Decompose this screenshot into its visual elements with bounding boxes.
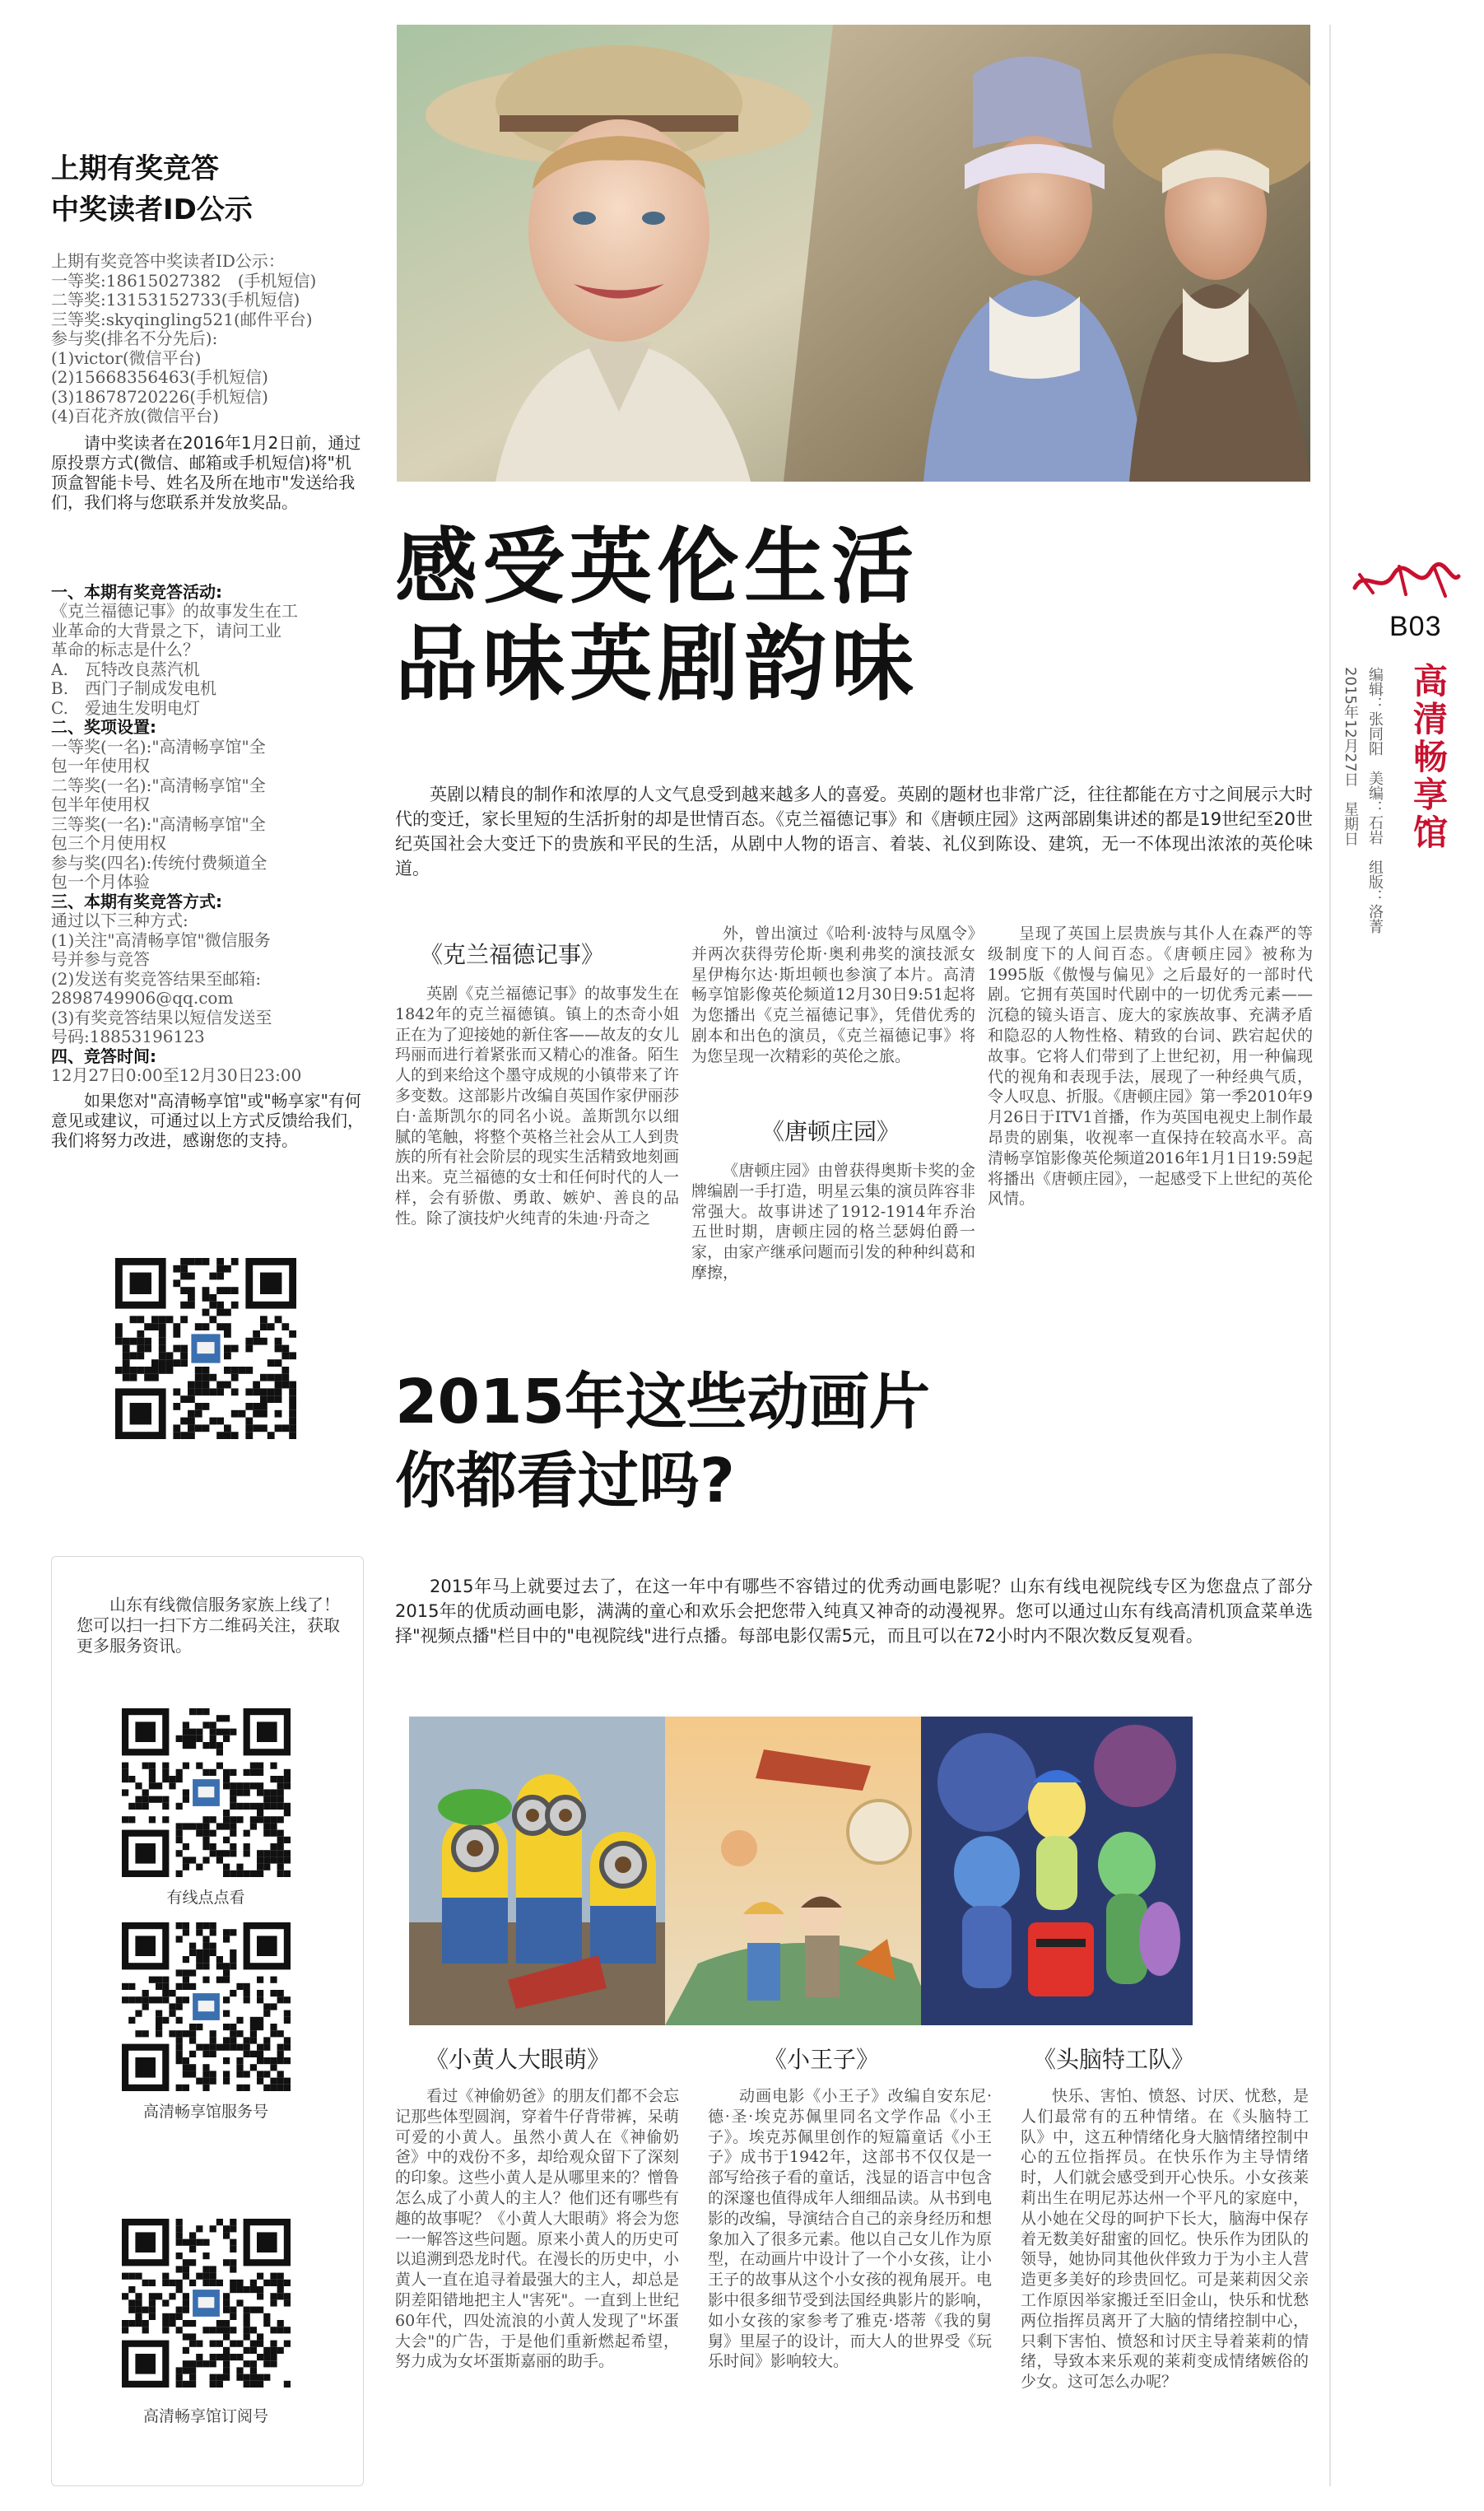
page-number: B03 xyxy=(1389,611,1442,642)
film-title-little-prince: 《小王子》 xyxy=(764,2046,880,2073)
winners-line: 三等奖:skyqingling521(邮件平台) xyxy=(51,310,313,329)
method-line: 号并参与竞答 xyxy=(51,950,150,969)
film-title-minions: 《小黄人大眼萌》 xyxy=(426,2046,611,2073)
winners-list xyxy=(51,252,364,426)
article1-col2b: 《唐顿庄园》由曾获得奥斯卡奖的金牌编剧一手打造，明星云集的演员阵容非常强大。故事讲述了1912-1914年乔治五世时期，唐顿庄园的格兰瑟姆伯爵一家，由家产继承问题而引发的种种纠葛和摩擦， xyxy=(691,1162,975,1282)
qr-caption: 高清畅享馆订阅号 xyxy=(142,2407,268,2425)
subheading-cranford: 《克兰福德记事》 xyxy=(420,941,605,968)
headline-line: 你都看过吗? xyxy=(395,1446,735,1516)
prize-heading: 二、奖项设置: xyxy=(51,717,156,737)
contest-option: C. 爱迪生发明电灯 xyxy=(51,698,200,718)
strip-divider xyxy=(1329,25,1331,2486)
qr-code-icon xyxy=(122,1708,291,1877)
contest-option: A. 瓦特改良蒸汽机 xyxy=(51,659,200,679)
method-phone: 号码:18853196123 xyxy=(51,1027,205,1046)
contest-rules xyxy=(51,583,364,1086)
qr-caption: 高清畅享馆服务号 xyxy=(142,2103,268,2121)
winners-line: (2)15668356463(手机短信) xyxy=(51,368,268,387)
section-title: 高清畅享馆 xyxy=(1408,663,1449,852)
winners-title-line1: 上期有奖竞答 xyxy=(51,152,219,185)
method-line: (2)发送有奖竞答结果至邮箱: xyxy=(51,969,262,989)
headline-line: 2015年这些动画片 xyxy=(395,1367,930,1437)
prize-line: 一等奖(一名):"高清畅享馆"全 xyxy=(51,737,266,757)
qr-code-contest[interactable] xyxy=(115,1258,296,1439)
winners-title-line2: 中奖读者ID公示 xyxy=(51,193,253,226)
film-title-inside-out: 《头脑特工队》 xyxy=(1033,2046,1195,2073)
method-line: (1)关注"高清畅享馆"微信服务 xyxy=(51,930,271,950)
issue-date: 2015年12月27日 星期日 xyxy=(1342,667,1359,846)
article1-lead: 英剧以精良的制作和浓厚的人文气息受到越来越多人的喜爱。英剧的题材也非常广泛，往往都能在方寸之间展示大时代的变迁，家长里短的生活折射的却是世情百态。《克兰福德记事》和《唐顿庄园》这两部剧集讲述的都是19世纪至20世纪英国社会大变迁下的贵族和平民的生活，从剧中人物的语言、着装、礼仪到陈设、建筑，无一不体现出浓浓的英伦味道。 xyxy=(395,785,1313,878)
headline-british-drama xyxy=(395,519,919,713)
qr-code-icon xyxy=(115,1258,296,1439)
method-line: (3)有奖竞答结果以短信发送至 xyxy=(51,1008,272,1027)
poster-minions xyxy=(409,1717,681,2025)
contest-option: B. 西门子制成发电机 xyxy=(51,679,217,698)
prize-line: 包一个月体验 xyxy=(51,873,150,892)
article1-col2: 外，曾出演过《哈利·波特与凤凰令》并两次获得劳伦斯·奥利弗奖的演技派女星伊梅尔达·斯坦顿也参演了本片。高清畅享馆影像英伦频道12月30日9:51起将为您播出《克兰福德记事》，凭借优秀的剧本和出色的演员，《克兰福德记事》将为您呈现一次精彩的英伦之旅。 xyxy=(691,925,975,1065)
qr-code-service[interactable] xyxy=(122,1922,291,2091)
headline-line: 品味英剧韵味 xyxy=(395,616,919,712)
time-line: 12月27日0:00至12月30日23:00 xyxy=(51,1066,302,1085)
qr-code-subscription[interactable] xyxy=(122,2219,291,2388)
winners-line: (4)百花齐放(微信平台) xyxy=(51,407,219,426)
claim-notice: 请中奖读者在2016年1月2日前，通过原投票方式(微信、邮箱或手机短信)将"机顶盒智能卡号、姓名及所在地市"发送给我们，我们将与您联系并发放奖品。 xyxy=(51,432,361,512)
prize-line: 包一年使用权 xyxy=(51,757,150,776)
winners-line: (1)victor(微信平台) xyxy=(51,348,202,368)
contest-line: 《克兰福德记事》的故事发生在工 xyxy=(51,602,298,621)
editor-credits: 编辑：张同阳 美编：石岩 组版：洛菁 xyxy=(1366,667,1384,934)
film-desc-minions: 看过《神偷奶爸》的朋友们都不会忘记那些体型圆润，穿着牛仔背带裤，呆萌可爱的小黄人。虽然小黄人在《神偷奶爸》中的戏份不多，却给观众留下了深刻的印象。这些小黄人是从哪里来的？憎鲁怎么成了小黄人的主人？他们还有哪些有趣的故事呢？《小黄人大眼萌》将会为您一一解答这些问题。原来小黄人的历史可以追溯到恐龙时代。在漫长的历史中，小黄人一直在追寻着最强大的主人，却总是阴差阳错地把主人"害死"。一直到上世纪60年代，四处流浪的小黄人发现了"坏蛋大会"的广告，于是他们重新燃起希望，努力成为女坏蛋斯嘉丽的助手。 xyxy=(395,2087,679,2371)
qr-code-icon xyxy=(122,2219,291,2388)
winners-line: 一等奖:18615027382 (手机短信) xyxy=(51,271,317,291)
winners-line: (3)18678720226(手机短信) xyxy=(51,387,268,407)
prize-line: 三等奖(一名):"高清畅享馆"全 xyxy=(51,814,266,834)
article2-lead: 2015年马上就要过去了，在这一年中有哪些不容错过的优秀动画电影呢？山东有线电视院线专区为您盘点了部分2015年的优质动画电影，满满的童心和欢乐会把您带入纯真又神奇的动漫视界。您可以通过山东有线高清机顶盒菜单选择"视频点播"栏目中的"电视院线"进行点播。每部电影仅需5元，而且可以在72小时内不限次数反复观看。 xyxy=(395,1577,1313,1646)
winners-line: 二等奖:13153152733(手机短信) xyxy=(51,291,300,310)
headline-animation xyxy=(395,1363,930,1521)
headline-line: 感受英伦生活 xyxy=(395,519,919,615)
subheading-downton-abbey: 《唐顿庄园》 xyxy=(761,1118,900,1145)
feedback-note: 如果您对"高清畅享馆"或"畅享家"有何意见或建议，可通过以上方式反馈给我们，我们将努力改进，感谢您的支持。 xyxy=(51,1090,364,1150)
film-desc-inside-out: 快乐、害怕、愤怒、讨厌、忧愁，是人们最常有的五种情绪。在《头脑特工队》中，这五种情绪化身大脑情绪控制中心的五位指挥员。在快乐作为主导情绪时，人们就会感受到开心快乐。小女孩莱莉出生在明尼苏达州一个平凡的家庭中，从小她在父母的呵护下长大，脑海中保存着无数美好甜蜜的回忆。快乐作为团队的领导，她协同其他伙伴致力于为小主人营造更多美好的珍贵回忆。可是莱莉因父亲工作原因举家搬迁至旧金山，快乐和忧愁两位指挥员离开了大脑的情绪控制中心，只剩下害怕、愤怒和讨厌主导着莱莉的情绪，导致本来乐观的莱莉变成情绪嫉俗的少女。这可怎么办呢？ xyxy=(1021,2087,1309,2392)
promo-text: 山东有线微信服务家族上线了！您可以扫一扫下方二维码关注，获取更多服务资讯。 xyxy=(77,1595,340,1656)
article1-col3: 呈现了英国上层贵族与其仆人在森严的等级制度下的人间百态。《唐顿庄园》被称为1995版《傲慢与偏见》之后最好的一部时代剧。它拥有英国时代剧中的一切优秀元素——沉稳的镜头语言、庞大的家族故事、充满矛盾和隐忍的人物性格、精致的台词、跌宕起伏的故事。它将人们带到了上世纪初，用一种偏现代的视角和表现手法，展现了一种经典气质，令人叹息、折服。《唐顿庄园》第一季2010年9月26日于ITV1首播，作为英国电视史上制作最昂贵的剧集，收视率一直保持在较高水平。高清畅享馆影像英伦频道2016年1月1日19:59起将播出《唐顿庄园》，一起感受下上世纪的英伦风情。 xyxy=(988,925,1313,1209)
poster-little-prince xyxy=(665,1717,937,2025)
prize-line: 参与奖(四名):传统付费频道全 xyxy=(51,853,267,873)
article1-col1: 英剧《克兰福德记事》的故事发生在1842年的克兰福德镇。镇上的杰奇小姐正在为了迎接她的新住客——故友的女儿玛丽而进行着紧张而又精心的准备。陌生人的到来给这个墨守成规的小镇带来了许多变数。这部影片改编自英国作家伊丽莎白·盖斯凯尔的同名小说。盖斯凯尔以细腻的笔触，将整个英格兰社会从工人到贵族的所有社会阶层的现实生活精致地刻画出来。克兰福德的女士和任何时代的人一样，会有骄傲、勇敢、嫉妒、善良的品性。除了演技炉火纯青的朱迪·丹奇之 xyxy=(395,985,679,1228)
newspaper-logo xyxy=(1348,560,1463,603)
winners-line: 上期有奖竞答中奖读者ID公示： xyxy=(51,252,285,271)
contest-line: 革命的标志是什么？ xyxy=(51,641,199,659)
method-heading: 三、本期有奖竞答方式: xyxy=(51,891,222,911)
time-heading: 四、竞答时间: xyxy=(51,1046,156,1066)
poster-inside-out xyxy=(921,1717,1193,2025)
hero-photo-cranford xyxy=(397,25,1310,482)
contest-line: 业革命的大背景之下，请问工业 xyxy=(51,621,281,641)
qr-code-icon xyxy=(122,1922,291,2091)
qr-code-youxian[interactable] xyxy=(122,1708,291,1877)
prize-line: 二等奖(一名):"高清畅享馆"全 xyxy=(51,776,266,795)
method-line: 通过以下三种方式: xyxy=(51,911,188,930)
winners-line: 参与奖(排名不分先后): xyxy=(51,329,218,348)
prize-line: 包三个月使用权 xyxy=(51,834,166,853)
contest-heading: 一、本期有奖竞答活动: xyxy=(51,581,222,602)
sidebar xyxy=(51,148,364,1150)
method-email: 2898749906@qq.com xyxy=(51,989,234,1008)
prize-line: 包半年使用权 xyxy=(51,795,150,814)
qr-caption: 有线点点看 xyxy=(166,1889,245,1907)
film-desc-little-prince: 动画电影《小王子》改编自安东尼·德·圣·埃克苏佩里同名文学作品《小王子》。埃克苏佩里创作的短篇童话《小王子》成书于1942年，这部书不仅仅是一部写给孩子看的童话，浅显的语言中包含的深邃也值得成年人细细品读。从书到电影的改编，导演结合自己的亲身经历和想象加入了很多元素。他以自己女儿作为原型，在动画片中设计了一个小女孩，让小王子的故事从这个小女孩的视角展开。电影中很多细节受到法国经典影片的影响，如小女孩的家参考了雅克·塔蒂《我的舅舅》里屋子的设计，而大人的世界受《玩乐时间》影响较大。 xyxy=(708,2087,992,2371)
